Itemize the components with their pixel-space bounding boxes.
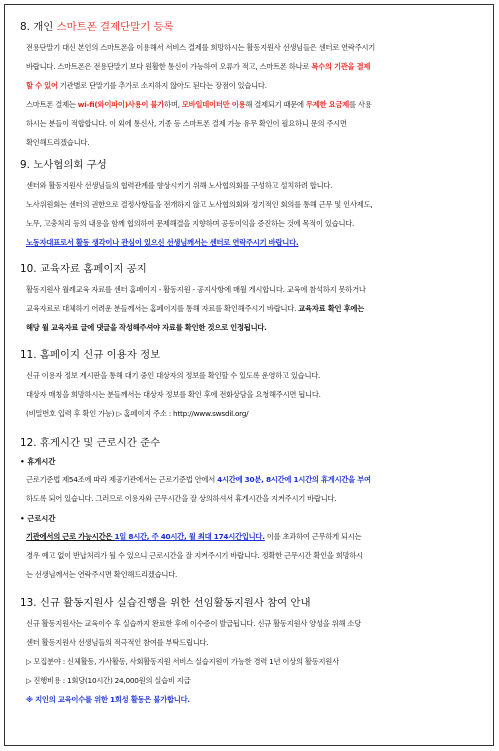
section-13-title: 13. 신규 활동지원사 실습진행을 위한 선임활동지원사 참여 안내 <box>20 597 311 609</box>
section-9-title: 9. 노사협의회 구성 <box>20 159 107 171</box>
text-line: 노사위원회는 센터의 권한으로 결정사항들을 전개하지 않고 노사협의회와 정기적인 회의를 통해 근무 및 인사제도, <box>26 200 373 209</box>
subheading-work-time: • 근로시간 <box>20 514 56 523</box>
section-8-title: 8. 개인 스마트폰 결제단말기 등록 <box>20 21 174 33</box>
text-line: 대상자 매칭을 희망하시는 분들께서는 대상자 정보를 확인 후에 전화상담을 요청해주시면 됩니다. <box>26 390 321 399</box>
section-10-title: 10. 교육자료 홈페이지 공지 <box>20 263 147 275</box>
notice-line: ※ 지인의 교육이수를 위한 1회성 활동은 불가합니다. <box>26 695 190 704</box>
section-9 <box>20 158 488 252</box>
text-line: 확인해드리겠습니다. <box>26 138 90 147</box>
text-line: 노무, 고충처리 등의 내용을 함께 협의하여 문제해결을 지향하며 공동이익을 증진하는 것에 목적이 있습니다. <box>26 219 355 228</box>
text-line: ▷ 모집분야 : 신체활동, 가사활동, 사회활동지원 서비스 실습지원이 가능한 경력 1년 이상의 활동지원사 <box>26 657 339 666</box>
text-line: 교육자료로 대체하기 어려운 분들께서는 홈페이지를 통해 자료를 확인해주시기 바랍니다. 교육자료 확인 후에는 <box>26 304 365 313</box>
section-10 <box>20 262 488 337</box>
section-13 <box>20 596 488 709</box>
section-8 <box>20 20 488 152</box>
text-line: 센터 활동지원사 선생님들의 적극적인 참여를 부탁드립니다. <box>26 638 209 647</box>
homepage-link-line[interactable]: (비밀번호 입력 후 확인 가능) ▷ 홈페이지 주소 : http://www.swsdil.org/ <box>26 409 249 418</box>
text-line: 는 선생님께서는 연락주시면 확인해드리겠습니다. <box>26 570 178 579</box>
text-line: 신규 활동지원사는 교육이수 후 실습까지 완료한 후에 이수증이 발급됩니다. 신규 활동지원사 양성을 위해 소당 <box>26 619 361 628</box>
text-line: ▷ 진행비용 : 1회당(10시간) 24,000원의 실습비 지급 <box>26 676 191 685</box>
text-line: 기관에서의 근로 가능시간은 1일 8시간, 주 40시간, 월 최대 174시간입니다. 이를 초과하여 근무하게 되시는 <box>26 532 362 541</box>
text-line: 센터와 활동지원사 선생님들의 협력관계를 향상시키기 위해 노사협의회를 구성하고 설치하려 합니다. <box>26 181 333 190</box>
text-line: 스마트폰 결제는 wi-fi(와이파이)사용이 불가하며, 모바일데이터만 이용해 결제되기 때문에 무제한 요금제를 사용 <box>26 100 372 109</box>
text-line: 하시는 분들이 적합합니다. 이 외에 통신사, 기종 등 스마트폰 결제 가능 유무 확인이 필요하니 문의 주시면 <box>26 119 347 128</box>
text-line: 전용단말기 대신 본인의 스마트폰을 이용해서 서비스 결제를 희망하시는 활동지원사 선생님들은 센터로 연락주시기 <box>26 43 376 52</box>
text-line: 활동지원사 월례교육 자료를 센터 홈페이지 - 활동지원 - 공지사항에 매월 게시합니다. 교육에 참석하지 못하거나 <box>26 285 366 294</box>
text-line: 바랍니다. 스마트폰은 전용단말기 보다 원활한 통신이 가능하여 오류가 적고, 스마트폰 하나로 복수의 기관을 결제 <box>26 62 371 71</box>
section-12 <box>20 436 488 584</box>
text-line: 할 수 있어 기관별로 단말기를 추가로 소지하지 않아도 된다는 장점이 있습니다. <box>26 81 267 90</box>
text-line: 해당 월 교육자료 글에 댓글을 작성해주셔야 자료를 확인한 것으로 인정됩니다. <box>26 323 267 332</box>
section-12-title: 12. 휴게시간 및 근로시간 준수 <box>20 437 161 449</box>
subheading-rest-time: • 휴게시간 <box>20 457 56 466</box>
section-11 <box>20 348 488 423</box>
text-line: 경우 예고 없이 반납처리가 될 수 있으니 근로시간을 잘 지켜주시기 바랍니다. 정확한 근무시간 확인을 희망하시 <box>26 551 363 560</box>
text-line: 신규 이용자 정보 게시판을 통해 대기 중인 대상자의 정보를 확인할 수 있도록 운영하고 있습니다. <box>26 371 321 380</box>
text-line: 노동자대표로서 활동 생각이나 관심이 있으신 선생님께서는 센터로 연락주시기 바랍니다. <box>26 238 299 247</box>
text-line: 하도록 되어 있습니다. 그러므로 이용자와 근무시간을 잘 상의하셔서 휴게시간을 지켜주시기 바랍니다. <box>26 494 337 503</box>
section-11-title: 11. 홈페이지 신규 이용자 정보 <box>20 349 161 361</box>
text-line: 근로기준법 제54조에 따라 제공기관에서는 근로기준법 안에서 4시간에 30분, 8시간에 1시간의 휴게시간을 부여 <box>26 475 371 484</box>
